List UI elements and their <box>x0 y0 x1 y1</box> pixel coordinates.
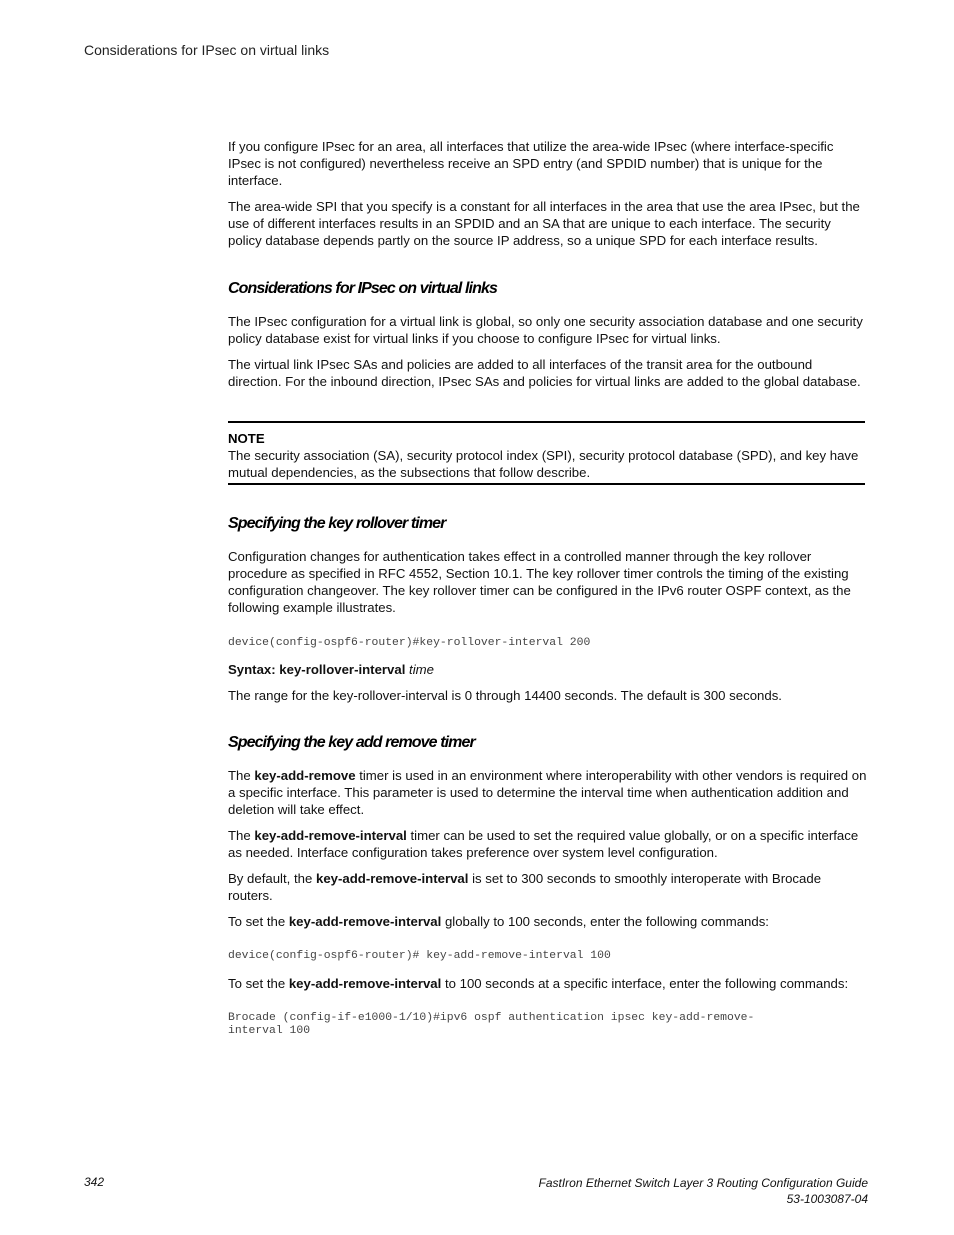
code-add-remove-global: device(config-ospf6-router)# key-add-remove-interval 100 <box>228 950 611 962</box>
note-text: The security association (SA), security protocol index (SPI), security protocol database (SPD), and key have mutual dependencies, as the subsections that follow describe. <box>228 448 859 480</box>
rollover-paragraph-2: The range for the key-rollover-interval is 0 through 14400 seconds. The default is 300 seconds. <box>228 688 782 703</box>
add-remove-paragraph-3: By default, the key-add-remove-interval is set to 300 seconds to smoothly interoperate with Brocade routers. <box>228 871 822 903</box>
add-remove-paragraph-5: To set the key-add-remove-interval to 100 seconds at a specific interface, enter the following commands: <box>228 976 849 991</box>
note-box <box>228 421 865 485</box>
code-add-remove-interface-line-1: Brocade (config-if-e1000-1/10)#ipv6 ospf authentication ipsec key-add-remove- <box>228 1012 755 1024</box>
section-heading-add-remove: Specifying the key add remove timer <box>228 734 475 751</box>
footer-doc-info <box>538 1175 868 1207</box>
code-rollover: device(config-ospf6-router)#key-rollover-interval 200 <box>228 637 591 649</box>
virtual-links-paragraph-1: The IPsec configuration for a virtual link is global, so only one security association database and one security policy database exist for virtual links if you choose to configure IPsec for virtual links. <box>228 314 863 346</box>
rollover-paragraph-1: Configuration changes for authentication takes effect in a controlled manner through the key rollover procedure as specified in RFC 4552, Section 10.1. The key rollover timer controls the timing of the existing configuration changeover. The key rollover timer can be configured in the IPv6 router OSPF context, as the following example illustrates. <box>228 549 851 615</box>
guide-title: FastIron Ethernet Switch Layer 3 Routing Configuration Guide <box>538 1176 868 1190</box>
main-content <box>228 138 868 1038</box>
add-remove-paragraph-1: The key-add-remove timer is used in an environment where interoperability with other vendors is required on a specific interface. This parameter is used to determine the interval time when authentication addition and deletion will take effect. <box>228 768 867 817</box>
doc-number: 53-1003087-04 <box>786 1192 868 1206</box>
intro-paragraph-1: If you configure IPsec for an area, all interfaces that utilize the area-wide IPsec (where interface-specific IPsec is not configured) nevertheless receive an SPD entry (and SPDID number) that is unique for the interface. <box>228 139 834 188</box>
add-remove-paragraph-4: To set the key-add-remove-interval globally to 100 seconds, enter the following commands: <box>228 914 769 929</box>
section-heading-virtual-links: Considerations for IPsec on virtual links <box>228 280 497 297</box>
page-number: 342 <box>84 1175 105 1189</box>
note-title: NOTE <box>228 431 265 446</box>
virtual-links-paragraph-2: The virtual link IPsec SAs and policies are added to all interfaces of the transit area for the outbound direction. For the inbound direction, IPsec SAs and policies for virtual links are added to the global database. <box>228 357 861 389</box>
syntax-line <box>228 661 868 678</box>
syntax-command: Syntax: key-rollover-interval <box>228 662 406 677</box>
add-remove-paragraph-2: The key-add-remove-interval timer can be used to set the required value globally, or on a specific interface as needed. Interface configuration takes preference over system level configuration. <box>228 828 859 860</box>
section-heading-rollover: Specifying the key rollover timer <box>228 515 446 532</box>
code-add-remove-interface-line-2: interval 100 <box>228 1025 311 1037</box>
running-header: Considerations for IPsec on virtual links <box>84 42 330 58</box>
syntax-argument: time <box>409 662 434 677</box>
intro-paragraph-2: The area-wide SPI that you specify is a constant for all interfaces in the area that use the area IPsec, but the use of different interfaces results in an SPDID and an SA that are unique to each interface. The security policy database depends partly on the source IP address, so a unique SPD for each interface results. <box>228 199 860 248</box>
